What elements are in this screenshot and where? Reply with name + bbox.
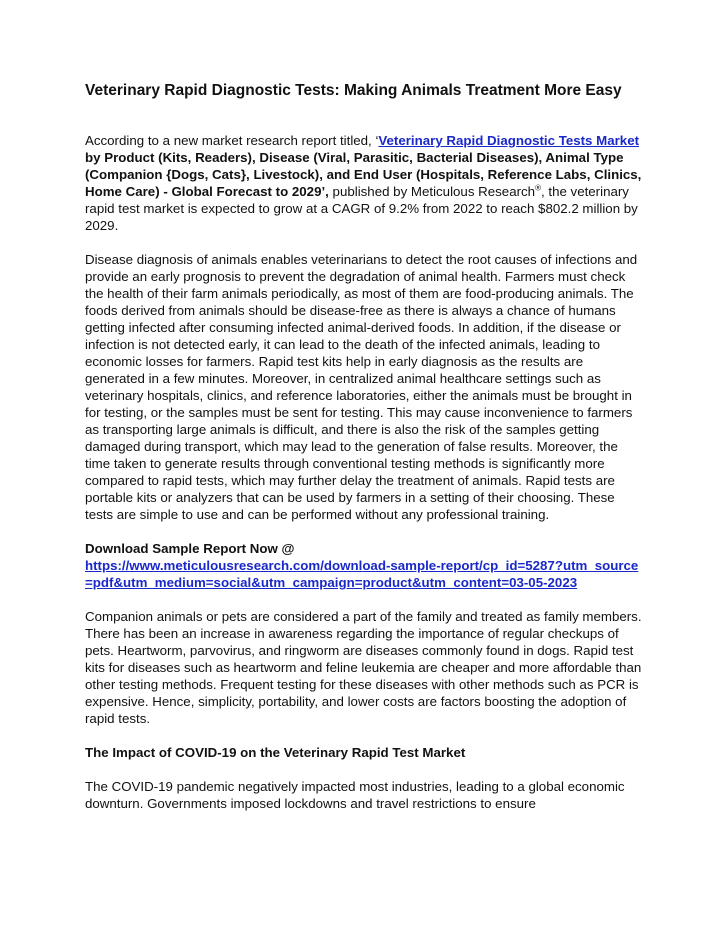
intro-prefix: According to a new market research report titled, ‘ — [85, 133, 379, 148]
registered-mark: ® — [535, 183, 541, 193]
intro-published-by: published by Meticulous Research — [328, 184, 536, 199]
download-block — [85, 540, 643, 591]
report-title-link[interactable]: Veterinary Rapid Diagnostic Tests Market — [378, 133, 640, 148]
intro-paragraph — [85, 132, 643, 234]
report-title-bold: by Product (Kits, Readers), Disease (Viral, Parasitic, Bacterial Diseases), Animal Type (Companion {Dogs, Cats}, Livestock), and End User (Hospitals, Reference Labs, Clinics, Home Care) - Global Forecast to 2029’, — [85, 150, 642, 199]
covid-paragraph: The COVID-19 pandemic negatively impacted most industries, leading to a global economic downturn. Governments imposed lockdowns and travel restrictions to ensure — [85, 779, 625, 811]
covid-section-heading: The Impact of COVID-19 on the Veterinary Rapid Test Market — [85, 745, 466, 760]
document-page — [85, 80, 643, 829]
download-label: Download Sample Report Now @ — [85, 541, 295, 556]
download-sample-link[interactable]: https://www.meticulousresearch.com/download-sample-report/cp_id=5287?utm_source=pdf&utm_medium=social&utm_campaign=product&utm_content=03-05-2023 — [85, 558, 639, 590]
disease-diagnosis-paragraph: Disease diagnosis of animals enables veterinarians to detect the root causes of infections and provide an early prognosis to prevent the degradation of animal health. Farmers must check the health of their farm animals periodically, as most of them are food-producing animals. The foods derived from animals should be disease-free as there is always a chance of humans getting infected after consuming infected animal-derived foods. In addition, if the disease or infection is not detected early, it can lead to the death of the infected animals, leading to economic losses for farmers. Rapid test kits help in early diagnosis as the results are generated in a few minutes. Moreover, in centralized animal healthcare settings such as veterinary hospitals, clinics, and reference laboratories, either the animals must be brought in for testing, or the samples must be sent for testing. This may cause inconvenience to farmers as transporting large animals is difficult, and there is also the risk of the samples getting damaged during transport, which may lead to the generation of false results. Moreover, the time taken to generate results through conventional testing methods is significantly more compared to rapid tests, which may further delay the treatment of animals. Rapid tests are portable kits or analyzers that can be used by farmers in a setting of their choosing. These tests are simple to use and can be performed without any professional training. — [85, 252, 638, 522]
intro-suffix: , the veterinary rapid test market is expected to grow at a CAGR of 9.2% from 2022 to reach $802.2 million by 2029. — [85, 184, 638, 233]
companion-animals-paragraph: Companion animals or pets are considered a part of the family and treated as family members. There has been an increase in awareness regarding the importance of regular checkups of pets. Heartworm, parvovirus, and ringworm are diseases commonly found in dogs. Rapid test kits for diseases such as heartworm and feline leukemia are cheaper and more affordable than other testing methods. Frequent testing for these diseases with other methods such as PCR is expensive. Hence, simplicity, portability, and lower costs are factors boosting the adoption of rapid tests. — [85, 609, 642, 726]
document-title: Veterinary Rapid Diagnostic Tests: Making Animals Treatment More Easy — [85, 82, 622, 99]
